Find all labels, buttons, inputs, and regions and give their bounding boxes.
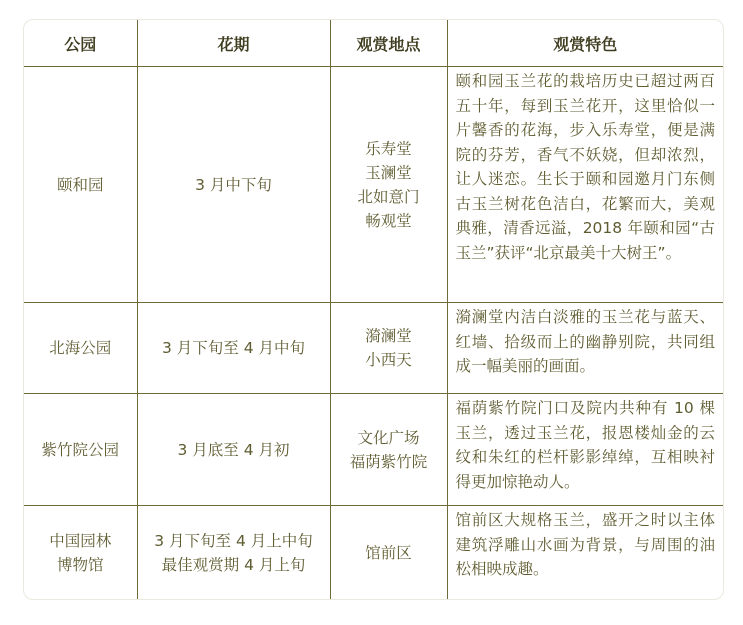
feature-description: 漪澜堂内洁白淡雅的玉兰花与蓝天、红墙、拾级而上的幽静别院，共同组成一幅美丽的画面。 — [447, 303, 723, 394]
table-row — [24, 506, 723, 600]
bloom-period: 3 月下旬至 4 月上中旬 — [154, 531, 313, 550]
viewing-spot: 馆前区 — [365, 543, 412, 562]
park-cell — [24, 394, 137, 506]
table-row — [24, 67, 723, 303]
bloom-cell — [137, 67, 330, 303]
bloom-cell — [137, 394, 330, 506]
bloom-cell — [137, 303, 330, 394]
bloom-best-period: 最佳观赏期 4 月上旬 — [161, 555, 306, 574]
spots-cell — [330, 394, 447, 506]
flower-table-card — [23, 19, 724, 600]
bloom-period: 3 月下旬至 4 月中旬 — [161, 339, 305, 357]
feature-description: 馆前区大规格玉兰，盛开之时以主体建筑浮雕山水画为背景，与周围的油松相映成趣。 — [447, 506, 723, 600]
park-cell — [24, 303, 137, 394]
feature-description: 福荫紫竹院门口及院内共种有 10 棵玉兰，透过玉兰花，报恩楼灿金的云纹和朱红的栏杆影影绰绰，互相映衬得更加惊艳动人。 — [447, 394, 723, 506]
header-bloom-period: 花期 — [137, 20, 330, 67]
header-viewing-spots: 观赏地点 — [330, 20, 447, 67]
viewing-spot: 文化广场 — [357, 428, 420, 447]
bloom-period: 3 月中下旬 — [195, 175, 272, 194]
viewing-spot: 福荫紫竹院 — [349, 452, 428, 471]
park-name: 颐和园 — [56, 175, 104, 194]
park-cell — [24, 67, 137, 303]
viewing-spot: 畅观堂 — [365, 211, 412, 230]
viewing-spot: 乐寿堂 — [365, 139, 412, 158]
spots-cell — [330, 506, 447, 600]
spots-cell — [330, 67, 447, 303]
magnolia-viewing-table — [24, 20, 723, 599]
park-name: 紫竹院公园 — [41, 440, 119, 459]
park-cell — [24, 506, 137, 600]
park-name: 博物馆 — [56, 555, 104, 574]
viewing-spot: 北如意门 — [357, 187, 420, 206]
bloom-cell — [137, 506, 330, 600]
bloom-period: 3 月底至 4 月初 — [177, 440, 290, 459]
park-name: 北海公园 — [49, 339, 112, 357]
viewing-spot: 漪澜堂 — [365, 327, 412, 345]
table-row — [24, 394, 723, 506]
spots-cell — [330, 303, 447, 394]
header-features: 观赏特色 — [447, 20, 723, 67]
park-name: 中国园林 — [49, 531, 112, 550]
viewing-spot: 玉澜堂 — [365, 163, 412, 182]
viewing-spot: 小西天 — [365, 351, 412, 369]
feature-description: 颐和园玉兰花的栽培历史已超过两百五十年，每到玉兰花开，这里恰似一片馨香的花海，步入乐寿堂，便是满院的芬芳，香气不妖娆，但却浓烈，让人迷恋。生长于颐和园邀月门东侧古玉兰树花色洁白，花繁而大，美观典雅，清香远溢，2018 年颐和园“古玉兰”获评“北京最美十大树王”。 — [447, 67, 723, 303]
table-row — [24, 303, 723, 394]
table-header-row — [24, 20, 723, 67]
header-park: 公园 — [24, 20, 137, 67]
